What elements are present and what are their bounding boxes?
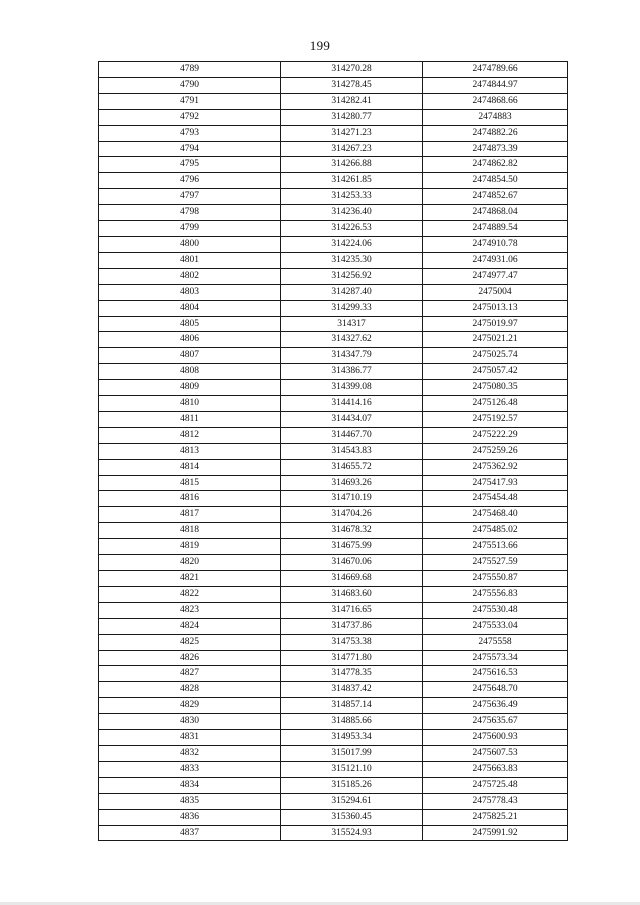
y-coordinate-cell: 2475725.48 bbox=[423, 777, 568, 793]
y-coordinate-cell: 2474868.04 bbox=[423, 205, 568, 221]
x-coordinate-cell: 314837.42 bbox=[281, 682, 423, 698]
point-number-cell: 4802 bbox=[99, 268, 281, 284]
y-coordinate-cell: 2475021.21 bbox=[423, 332, 568, 348]
table-row bbox=[99, 221, 568, 237]
point-number-cell: 4793 bbox=[99, 125, 281, 141]
x-coordinate-cell: 314678.32 bbox=[281, 523, 423, 539]
x-coordinate-cell: 314256.92 bbox=[281, 268, 423, 284]
table-row bbox=[99, 666, 568, 682]
table-row bbox=[99, 491, 568, 507]
table-row bbox=[99, 300, 568, 316]
table-row bbox=[99, 571, 568, 587]
y-coordinate-cell: 2475663.83 bbox=[423, 761, 568, 777]
y-coordinate-cell: 2475556.83 bbox=[423, 586, 568, 602]
x-coordinate-cell: 314278.45 bbox=[281, 77, 423, 93]
table-row bbox=[99, 443, 568, 459]
point-number-cell: 4819 bbox=[99, 539, 281, 555]
table-row bbox=[99, 284, 568, 300]
y-coordinate-cell: 2475222.29 bbox=[423, 427, 568, 443]
point-number-cell: 4816 bbox=[99, 491, 281, 507]
table-row bbox=[99, 268, 568, 284]
x-coordinate-cell: 314434.07 bbox=[281, 411, 423, 427]
x-coordinate-cell: 314280.77 bbox=[281, 109, 423, 125]
x-coordinate-cell: 314414.16 bbox=[281, 396, 423, 412]
y-coordinate-cell: 2475362.92 bbox=[423, 459, 568, 475]
x-coordinate-cell: 314704.26 bbox=[281, 507, 423, 523]
point-number-cell: 4820 bbox=[99, 555, 281, 571]
point-number-cell: 4804 bbox=[99, 300, 281, 316]
x-coordinate-cell: 314778.35 bbox=[281, 666, 423, 682]
table-row bbox=[99, 62, 568, 78]
x-coordinate-cell: 314885.66 bbox=[281, 714, 423, 730]
y-coordinate-cell: 2475636.49 bbox=[423, 698, 568, 714]
table-row bbox=[99, 618, 568, 634]
x-coordinate-cell: 314270.28 bbox=[281, 62, 423, 78]
table-row bbox=[99, 602, 568, 618]
x-coordinate-cell: 314327.62 bbox=[281, 332, 423, 348]
table-row bbox=[99, 125, 568, 141]
y-coordinate-cell: 2474883 bbox=[423, 109, 568, 125]
y-coordinate-cell: 2475057.42 bbox=[423, 364, 568, 380]
point-number-cell: 4797 bbox=[99, 189, 281, 205]
x-coordinate-cell: 314670.06 bbox=[281, 555, 423, 571]
point-number-cell: 4829 bbox=[99, 698, 281, 714]
x-coordinate-cell: 315524.93 bbox=[281, 825, 423, 841]
point-number-cell: 4823 bbox=[99, 602, 281, 618]
y-coordinate-cell: 2474868.66 bbox=[423, 93, 568, 109]
x-coordinate-cell: 314467.70 bbox=[281, 427, 423, 443]
y-coordinate-cell: 2475013.13 bbox=[423, 300, 568, 316]
point-number-cell: 4808 bbox=[99, 364, 281, 380]
table-row bbox=[99, 411, 568, 427]
point-number-cell: 4807 bbox=[99, 348, 281, 364]
point-number-cell: 4821 bbox=[99, 571, 281, 587]
y-coordinate-cell: 2475025.74 bbox=[423, 348, 568, 364]
point-number-cell: 4809 bbox=[99, 380, 281, 396]
point-number-cell: 4801 bbox=[99, 252, 281, 268]
table-row bbox=[99, 236, 568, 252]
y-coordinate-cell: 2475004 bbox=[423, 284, 568, 300]
coordinates-table-body bbox=[99, 62, 568, 841]
x-coordinate-cell: 314737.86 bbox=[281, 618, 423, 634]
point-number-cell: 4810 bbox=[99, 396, 281, 412]
x-coordinate-cell: 315121.10 bbox=[281, 761, 423, 777]
y-coordinate-cell: 2474882.26 bbox=[423, 125, 568, 141]
point-number-cell: 4806 bbox=[99, 332, 281, 348]
point-number-cell: 4832 bbox=[99, 745, 281, 761]
point-number-cell: 4796 bbox=[99, 173, 281, 189]
table-row bbox=[99, 761, 568, 777]
x-coordinate-cell: 314266.88 bbox=[281, 157, 423, 173]
table-row bbox=[99, 93, 568, 109]
table-row bbox=[99, 555, 568, 571]
y-coordinate-cell: 2475513.66 bbox=[423, 539, 568, 555]
x-coordinate-cell: 314669.68 bbox=[281, 571, 423, 587]
point-number-cell: 4815 bbox=[99, 475, 281, 491]
y-coordinate-cell: 2474844.97 bbox=[423, 77, 568, 93]
x-coordinate-cell: 314224.06 bbox=[281, 236, 423, 252]
point-number-cell: 4794 bbox=[99, 141, 281, 157]
y-coordinate-cell: 2475126.48 bbox=[423, 396, 568, 412]
table-row bbox=[99, 793, 568, 809]
x-coordinate-cell: 314771.80 bbox=[281, 650, 423, 666]
x-coordinate-cell: 314710.19 bbox=[281, 491, 423, 507]
x-coordinate-cell: 314753.38 bbox=[281, 634, 423, 650]
x-coordinate-cell: 314287.40 bbox=[281, 284, 423, 300]
x-coordinate-cell: 314261.85 bbox=[281, 173, 423, 189]
y-coordinate-cell: 2475485.02 bbox=[423, 523, 568, 539]
x-coordinate-cell: 314386.77 bbox=[281, 364, 423, 380]
table-row bbox=[99, 141, 568, 157]
y-coordinate-cell: 2474931.06 bbox=[423, 252, 568, 268]
y-coordinate-cell: 2474854.50 bbox=[423, 173, 568, 189]
point-number-cell: 4805 bbox=[99, 316, 281, 332]
x-coordinate-cell: 314675.99 bbox=[281, 539, 423, 555]
x-coordinate-cell: 314271.23 bbox=[281, 125, 423, 141]
y-coordinate-cell: 2475600.93 bbox=[423, 730, 568, 746]
table-row bbox=[99, 396, 568, 412]
x-coordinate-cell: 315185.26 bbox=[281, 777, 423, 793]
point-number-cell: 4831 bbox=[99, 730, 281, 746]
point-number-cell: 4792 bbox=[99, 109, 281, 125]
y-coordinate-cell: 2475192.57 bbox=[423, 411, 568, 427]
page-number: 199 bbox=[309, 38, 331, 53]
point-number-cell: 4833 bbox=[99, 761, 281, 777]
point-number-cell: 4834 bbox=[99, 777, 281, 793]
table-row bbox=[99, 777, 568, 793]
point-number-cell: 4789 bbox=[99, 62, 281, 78]
y-coordinate-cell: 2475616.53 bbox=[423, 666, 568, 682]
table-row bbox=[99, 714, 568, 730]
point-number-cell: 4825 bbox=[99, 634, 281, 650]
y-coordinate-cell: 2475019.97 bbox=[423, 316, 568, 332]
point-number-cell: 4812 bbox=[99, 427, 281, 443]
x-coordinate-cell: 314282.41 bbox=[281, 93, 423, 109]
table-row bbox=[99, 348, 568, 364]
x-coordinate-cell: 314299.33 bbox=[281, 300, 423, 316]
x-coordinate-cell: 314693.26 bbox=[281, 475, 423, 491]
y-coordinate-cell: 2475550.87 bbox=[423, 571, 568, 587]
x-coordinate-cell: 314317 bbox=[281, 316, 423, 332]
table-row bbox=[99, 189, 568, 205]
point-number-cell: 4813 bbox=[99, 443, 281, 459]
y-coordinate-cell: 2475825.21 bbox=[423, 809, 568, 825]
x-coordinate-cell: 315294.61 bbox=[281, 793, 423, 809]
y-coordinate-cell: 2475635.67 bbox=[423, 714, 568, 730]
point-number-cell: 4814 bbox=[99, 459, 281, 475]
x-coordinate-cell: 314655.72 bbox=[281, 459, 423, 475]
point-number-cell: 4811 bbox=[99, 411, 281, 427]
x-coordinate-cell: 314543.83 bbox=[281, 443, 423, 459]
table-row bbox=[99, 475, 568, 491]
point-number-cell: 4822 bbox=[99, 586, 281, 602]
y-coordinate-cell: 2475454.48 bbox=[423, 491, 568, 507]
table-row bbox=[99, 825, 568, 841]
y-coordinate-cell: 2475607.53 bbox=[423, 745, 568, 761]
point-number-cell: 4830 bbox=[99, 714, 281, 730]
y-coordinate-cell: 2474862.82 bbox=[423, 157, 568, 173]
x-coordinate-cell: 314267.23 bbox=[281, 141, 423, 157]
coordinates-table bbox=[98, 61, 568, 841]
y-coordinate-cell: 2475573.34 bbox=[423, 650, 568, 666]
table-row bbox=[99, 173, 568, 189]
y-coordinate-cell: 2475558 bbox=[423, 634, 568, 650]
y-coordinate-cell: 2475080.35 bbox=[423, 380, 568, 396]
y-coordinate-cell: 2474873.39 bbox=[423, 141, 568, 157]
y-coordinate-cell: 2475530.48 bbox=[423, 602, 568, 618]
point-number-cell: 4836 bbox=[99, 809, 281, 825]
point-number-cell: 4827 bbox=[99, 666, 281, 682]
point-number-cell: 4826 bbox=[99, 650, 281, 666]
point-number-cell: 4824 bbox=[99, 618, 281, 634]
table-row bbox=[99, 507, 568, 523]
x-coordinate-cell: 314683.60 bbox=[281, 586, 423, 602]
y-coordinate-cell: 2475468.40 bbox=[423, 507, 568, 523]
table-row bbox=[99, 364, 568, 380]
point-number-cell: 4837 bbox=[99, 825, 281, 841]
y-coordinate-cell: 2474852.67 bbox=[423, 189, 568, 205]
x-coordinate-cell: 314226.53 bbox=[281, 221, 423, 237]
y-coordinate-cell: 2474977.47 bbox=[423, 268, 568, 284]
point-number-cell: 4818 bbox=[99, 523, 281, 539]
y-coordinate-cell: 2475533.04 bbox=[423, 618, 568, 634]
table-row bbox=[99, 634, 568, 650]
table-row bbox=[99, 109, 568, 125]
table-row bbox=[99, 380, 568, 396]
x-coordinate-cell: 315017.99 bbox=[281, 745, 423, 761]
point-number-cell: 4817 bbox=[99, 507, 281, 523]
y-coordinate-cell: 2475991.92 bbox=[423, 825, 568, 841]
table-row bbox=[99, 698, 568, 714]
point-number-cell: 4798 bbox=[99, 205, 281, 221]
y-coordinate-cell: 2474789.66 bbox=[423, 62, 568, 78]
point-number-cell: 4800 bbox=[99, 236, 281, 252]
x-coordinate-cell: 314236.40 bbox=[281, 205, 423, 221]
table-row bbox=[99, 539, 568, 555]
y-coordinate-cell: 2474910.78 bbox=[423, 236, 568, 252]
table-row bbox=[99, 77, 568, 93]
point-number-cell: 4791 bbox=[99, 93, 281, 109]
table-row bbox=[99, 316, 568, 332]
x-coordinate-cell: 314347.79 bbox=[281, 348, 423, 364]
x-coordinate-cell: 314253.33 bbox=[281, 189, 423, 205]
x-coordinate-cell: 314953.34 bbox=[281, 730, 423, 746]
point-number-cell: 4795 bbox=[99, 157, 281, 173]
point-number-cell: 4790 bbox=[99, 77, 281, 93]
table-row bbox=[99, 427, 568, 443]
y-coordinate-cell: 2475417.93 bbox=[423, 475, 568, 491]
x-coordinate-cell: 314235.30 bbox=[281, 252, 423, 268]
table-row bbox=[99, 252, 568, 268]
x-coordinate-cell: 314857.14 bbox=[281, 698, 423, 714]
x-coordinate-cell: 314716.65 bbox=[281, 602, 423, 618]
table-row bbox=[99, 523, 568, 539]
table-row bbox=[99, 459, 568, 475]
y-coordinate-cell: 2475259.26 bbox=[423, 443, 568, 459]
table-row bbox=[99, 205, 568, 221]
table-row bbox=[99, 809, 568, 825]
table-row bbox=[99, 586, 568, 602]
point-number-cell: 4799 bbox=[99, 221, 281, 237]
y-coordinate-cell: 2475527.59 bbox=[423, 555, 568, 571]
y-coordinate-cell: 2475778.43 bbox=[423, 793, 568, 809]
table-row bbox=[99, 332, 568, 348]
coordinates-table-wrapper bbox=[98, 61, 567, 841]
y-coordinate-cell: 2474889.54 bbox=[423, 221, 568, 237]
x-coordinate-cell: 314399.08 bbox=[281, 380, 423, 396]
point-number-cell: 4835 bbox=[99, 793, 281, 809]
y-coordinate-cell: 2475648.70 bbox=[423, 682, 568, 698]
table-row bbox=[99, 745, 568, 761]
table-row bbox=[99, 650, 568, 666]
table-row bbox=[99, 157, 568, 173]
x-coordinate-cell: 315360.45 bbox=[281, 809, 423, 825]
table-row bbox=[99, 730, 568, 746]
table-row bbox=[99, 682, 568, 698]
point-number-cell: 4828 bbox=[99, 682, 281, 698]
point-number-cell: 4803 bbox=[99, 284, 281, 300]
